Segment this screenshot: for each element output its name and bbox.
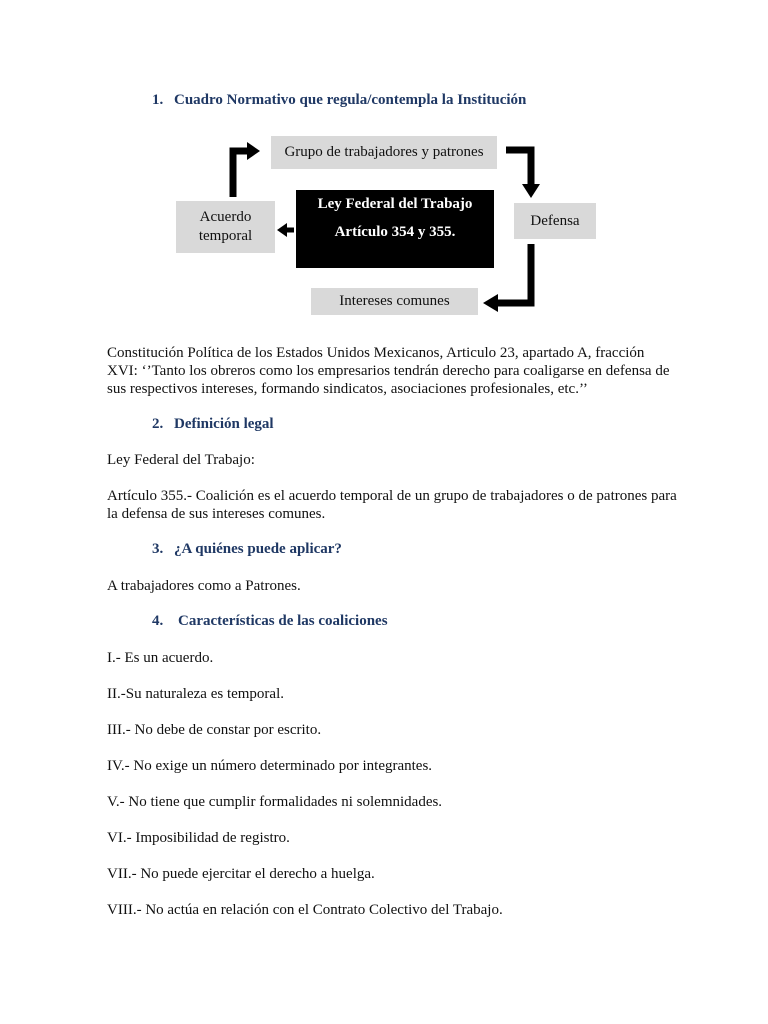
list-item: II.-Su naturaleza es temporal.	[107, 686, 285, 702]
article-paragraph: Artículo 355.- Coalición es el acuerdo temporal de un grupo de trabajadores o de patrones para la defensa de sus intereses comunes.	[107, 488, 677, 522]
list-item: IV.- No exige un número determinado por integrantes.	[107, 758, 433, 774]
diagram-right-box: Defensa	[514, 203, 596, 239]
arrow-head-right-icon	[247, 142, 260, 160]
center-box-line-1: Ley Federal del Trabajo	[317, 196, 473, 212]
list-item: III.- No debe de constar por escrito.	[107, 722, 322, 738]
arrow-head-left-icon	[483, 294, 498, 312]
section-title: Características de las coaliciones	[178, 613, 388, 629]
section-number: 3.	[152, 541, 164, 557]
section-title: Cuadro Normativo que regula/contempla la Institución	[174, 92, 527, 108]
section-number: 4.	[152, 613, 164, 629]
arrow-head-small-left-icon	[277, 223, 287, 237]
section-heading-2	[152, 416, 274, 433]
arrow-head-down-icon	[522, 184, 540, 198]
diagram-left-box: Acuerdo temporal	[176, 201, 275, 253]
section-title: Definición legal	[174, 416, 274, 432]
applies-to-text: A trabajadores como a Patrones.	[107, 578, 301, 594]
diagram-center-box	[296, 190, 494, 268]
center-box-line-2: Artículo 354 y 355.	[334, 224, 456, 240]
list-item: VIII.- No actúa en relación con el Contrato Colectivo del Trabajo.	[107, 902, 503, 918]
constitution-paragraph: Constitución Política de los Estados Unidos Mexicanos, Articulo 23, apartado A, fracción XVI: ‘’Tanto los obreros como los empresarios tendrán derecho para coaligarse en defensa de sus respectivos intereses, formando sindicatos, asociaciones profesionales, etc.’’	[107, 345, 670, 397]
list-item: I.- Es un acuerdo.	[107, 650, 214, 666]
section-number: 1.	[152, 92, 164, 108]
arrow-right-down-left-icon	[497, 244, 531, 303]
section-title: ¿A quiénes puede aplicar?	[174, 541, 342, 557]
list-item: V.- No tiene que cumplir formalidades ni solemnidades.	[107, 794, 443, 810]
diagram-top-box: Grupo de trabajadores y patrones	[271, 136, 497, 169]
list-item: VII.- No puede ejercitar el derecho a huelga.	[107, 866, 375, 882]
section-number: 2.	[152, 416, 164, 432]
diagram-bottom-box: Intereses comunes	[311, 288, 478, 315]
section-heading-4	[152, 613, 388, 630]
arrow-left-up-icon	[233, 151, 249, 197]
list-item: VI.- Imposibilidad de registro.	[107, 830, 290, 846]
arrow-top-right-down-icon	[506, 150, 531, 186]
law-label: Ley Federal del Trabajo:	[107, 452, 255, 468]
section-heading-3	[152, 541, 342, 558]
